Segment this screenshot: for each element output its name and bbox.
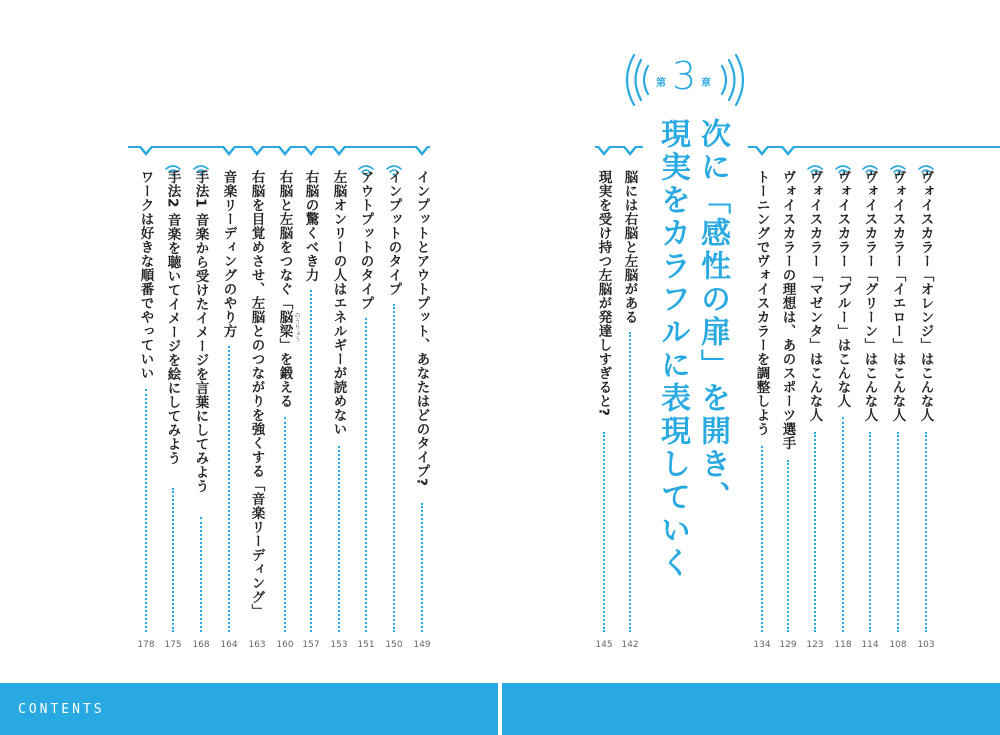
entry-notch bbox=[277, 146, 293, 160]
entry-notch bbox=[622, 146, 638, 160]
toc-page-number: 134 bbox=[753, 640, 771, 650]
toc-page-number: 157 bbox=[302, 640, 320, 650]
toc-entry-title[interactable]: インプットとアウトプット、あなたはどのタイプ? bbox=[413, 170, 430, 487]
toc-entry-title[interactable]: ヴォイスカラー「オレンジ」はこんな人 bbox=[917, 170, 934, 422]
toc-leader-line bbox=[284, 417, 286, 632]
toc-page-number: 142 bbox=[621, 640, 639, 650]
chapter-number: 3 bbox=[672, 54, 697, 98]
toc-page-number: 160 bbox=[276, 640, 294, 650]
toc-leader-line bbox=[338, 446, 340, 632]
toc-page-number: 150 bbox=[385, 640, 403, 650]
toc-leader-line bbox=[228, 346, 230, 632]
entry-notch bbox=[303, 146, 319, 160]
chapter-suffix: 章 bbox=[701, 78, 711, 89]
toc-page-number: 153 bbox=[330, 640, 348, 650]
toc-leader-line bbox=[145, 389, 147, 632]
entry-notch bbox=[221, 146, 237, 160]
toc-page-number: 178 bbox=[137, 640, 155, 650]
toc-leader-line bbox=[200, 517, 202, 632]
toc-page-number: 145 bbox=[595, 640, 613, 650]
toc-page-number: 168 bbox=[192, 640, 210, 650]
entry-notch bbox=[414, 146, 430, 160]
toc-leader-line bbox=[603, 432, 605, 632]
toc-page-number: 114 bbox=[861, 640, 879, 650]
toc-leader-line bbox=[897, 432, 899, 632]
toc-leader-line bbox=[310, 290, 312, 632]
toc-entry-title[interactable]: 音楽リーディングのやり方 bbox=[220, 170, 237, 338]
toc-entry-title[interactable]: 右脳を目覚めさせ、左脳とのつながりを強くする「音楽リーディング」 bbox=[248, 170, 265, 618]
toc-entry-title[interactable]: 右脳の驚くべき力 bbox=[302, 170, 319, 282]
toc-entry-title[interactable]: ヴォイスカラー「グリーン」はこんな人 bbox=[861, 170, 878, 422]
toc-page-number: 163 bbox=[248, 640, 266, 650]
entry-notch bbox=[331, 146, 347, 160]
toc-leader-line bbox=[393, 304, 395, 632]
chapter-prefix: 第 bbox=[656, 78, 666, 89]
chapter-title-line-2: 現実をカラフルに表現していく bbox=[655, 118, 690, 580]
toc-page-number: 175 bbox=[164, 640, 182, 650]
toc-leader-line bbox=[629, 332, 631, 632]
toc-entry-title[interactable]: ヴォイスカラー「ブルー」はこんな人 bbox=[834, 170, 851, 408]
toc-entry-title[interactable]: 手法2 音楽を聴いてイメージを絵にしてみよう bbox=[164, 170, 181, 466]
toc-page-number: 123 bbox=[806, 640, 824, 650]
toc-entry-title[interactable]: 脳には右脳と左脳がある bbox=[621, 170, 638, 324]
toc-entry-title[interactable]: ヴォイスカラー「マゼンタ」はこんな人 bbox=[806, 170, 823, 422]
page-gutter bbox=[498, 683, 502, 735]
entry-notch bbox=[138, 146, 154, 160]
toc-entry-title[interactable]: 手法1 音楽から受けたイメージを言葉にしてみよう bbox=[192, 170, 209, 494]
toc-leader-line bbox=[814, 432, 816, 632]
toc-page-number: 164 bbox=[220, 640, 238, 650]
toc-leader-line bbox=[365, 318, 367, 632]
toc-leader-line bbox=[421, 503, 423, 632]
entry-notch bbox=[780, 146, 796, 160]
toc-entry-title[interactable]: アウトプットのタイプ bbox=[357, 170, 374, 310]
toc-page-number: 118 bbox=[834, 640, 852, 650]
toc-page-number: 129 bbox=[779, 640, 797, 650]
toc-page-number: 149 bbox=[413, 640, 431, 650]
footer-bar-right bbox=[502, 683, 1000, 735]
toc-entry-title[interactable]: ヴォイスカラー「イエロー」はこんな人 bbox=[889, 170, 906, 422]
toc-entry-title[interactable]: ヴォイスカラーの理想は、あのスポーツ選手 bbox=[779, 170, 796, 450]
toc-page-number: 108 bbox=[889, 640, 907, 650]
toc-leader-line bbox=[842, 417, 844, 632]
contents-label: CONTENTS bbox=[18, 702, 105, 717]
toc-page-number: 103 bbox=[917, 640, 935, 650]
toc-entry-title[interactable]: インプットのタイプ bbox=[385, 170, 402, 296]
toc-entry-title[interactable]: トーニングでヴォイスカラーを調整しよう bbox=[753, 170, 770, 436]
toc-entry-title[interactable]: 現実を受け持つ左脳が発達しすぎると? bbox=[595, 170, 612, 417]
entry-notch bbox=[754, 146, 770, 160]
toc-leader-line bbox=[787, 460, 789, 632]
entry-ruby: のうりょう bbox=[293, 312, 300, 342]
entry-notch bbox=[249, 146, 265, 160]
toc-leader-line bbox=[761, 446, 763, 632]
toc-leader-line bbox=[172, 488, 174, 632]
toc-leader-line bbox=[925, 432, 927, 632]
toc-entry-title[interactable]: 右脳と左脳をつなぐ「脳梁」を鍛える bbox=[276, 170, 293, 408]
entry-notch bbox=[596, 146, 612, 160]
toc-page-number: 151 bbox=[357, 640, 375, 650]
toc-entry-title[interactable]: ワークは好きな順番でやっていい bbox=[137, 170, 154, 380]
toc-leader-line bbox=[869, 432, 871, 632]
chapter-title-line-1: 次に「感性の扉」を開き、 bbox=[695, 118, 730, 514]
toc-entry-title[interactable]: 左脳オンリーの人はエネルギーが読めない bbox=[330, 170, 347, 436]
